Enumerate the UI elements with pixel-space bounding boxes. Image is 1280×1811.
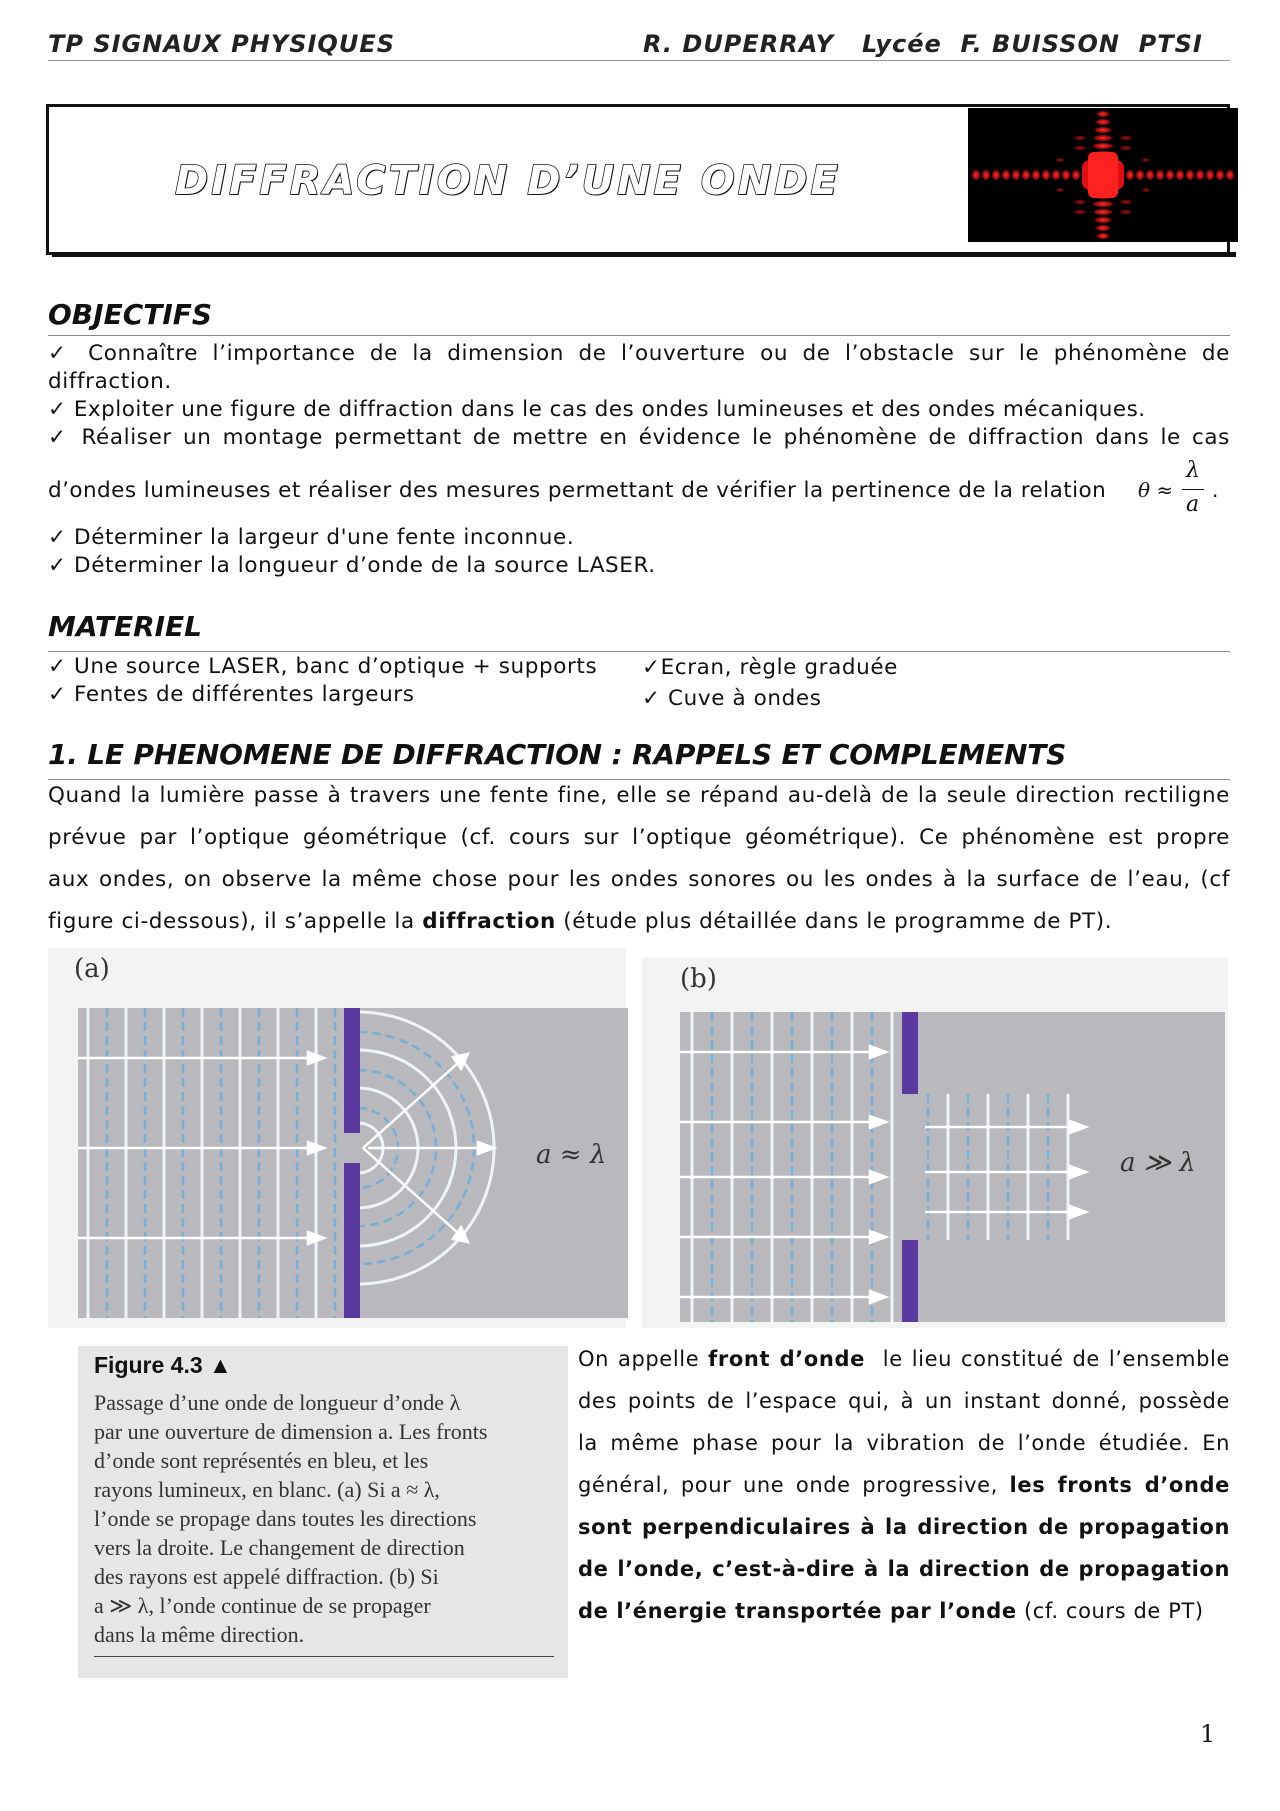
- front-line-6-bold: de l’onde, c’est-à-dire à la direction de propagation: [578, 1557, 1230, 1581]
- header-rule: [48, 60, 1230, 61]
- materiel-left-2: ✓ Fentes de différentes largeurs: [48, 682, 415, 707]
- figure-b-label: (b): [680, 964, 717, 994]
- formula-lhs: θ ≈: [1138, 478, 1174, 502]
- front-line-1-post: le lieu constitué de l’ensemble: [864, 1347, 1230, 1371]
- front-paragraph: [578, 1338, 1230, 1632]
- front-line-6: [578, 1548, 1230, 1590]
- formula-theta: [1138, 458, 1228, 528]
- caption-line-1: Passage d’une onde de longueur d’onde λ: [94, 1390, 461, 1415]
- objectifs-rule: [48, 335, 1230, 336]
- section1-line-2: prévue par l’optique géométrique (cf. cours sur l’optique géométrique). Ce phénomène est propre: [48, 825, 1230, 850]
- figure-a-label: (a): [74, 954, 110, 984]
- figure-a-relation: a ≈ λ: [536, 1140, 607, 1170]
- front-line-2: des points de l’espace qui, à un instant donné, possède: [578, 1389, 1230, 1413]
- caption-line-2: par une ouverture de dimension a. Les fronts: [94, 1419, 488, 1444]
- diffraction-term: diffraction: [422, 909, 556, 934]
- caption-line-3: d’onde sont représentés en bleu, et les: [94, 1448, 429, 1473]
- figure-a: [48, 948, 626, 1328]
- title-box-shadow: [52, 252, 1236, 257]
- front-term: front d’onde: [708, 1347, 865, 1371]
- caption-line-4: rayons lumineux, en blanc. (a) Si a ≈ λ,: [94, 1477, 440, 1502]
- front-line-3: la même phase pour la vibration de l’onde étudiée. En: [578, 1431, 1230, 1455]
- section1-line-4-pre: figure ci-dessous), il s’appelle la: [48, 909, 423, 934]
- caption-line-8: a ≫ λ, l’onde continue de se propager: [94, 1593, 431, 1618]
- front-line-4-pre: général, pour une onde progressive,: [578, 1473, 1010, 1497]
- section1-line-1: Quand la lumière passe à travers une fente fine, elle se répand au-delà de la seule direction rectiligne: [48, 783, 1230, 808]
- front-line-4: [578, 1464, 1230, 1506]
- front-line-4-bold: les fronts d’onde: [1009, 1473, 1230, 1497]
- caption-title: Figure 4.3 ▲: [94, 1352, 232, 1378]
- formula-period: .: [1212, 478, 1219, 502]
- formula-denominator: a: [1186, 492, 1200, 517]
- caption-rule: [94, 1656, 554, 1657]
- front-line-7-post: (cf. cours de PT): [1016, 1599, 1204, 1623]
- objectifs-heading: OBJECTIFS: [48, 298, 213, 331]
- front-line-7: [578, 1590, 1230, 1632]
- caption-line-9: dans la même direction.: [94, 1622, 305, 1647]
- figure-b: [642, 958, 1228, 1328]
- caption-line-6: vers la droite. Le changement de direction: [94, 1535, 465, 1560]
- section1-line-4-post: (étude plus détaillée dans le programme de PT).: [555, 909, 1113, 934]
- formula-numerator: λ: [1186, 458, 1200, 483]
- materiel-left-1: ✓ Une source LASER, banc d’optique + supports: [48, 654, 598, 679]
- section1-line-4: [48, 901, 1230, 943]
- figure-caption: [78, 1346, 568, 1678]
- front-line-5: [578, 1506, 1230, 1548]
- header-right: R. DUPERRAY Lycée F. BUISSON PTSI: [643, 30, 1203, 58]
- objectif-item-2: ✓ Exploiter une figure de diffraction dans le cas des ondes lumineuses et des ondes mécaniques.: [48, 397, 1146, 422]
- caption-line-5: l’onde se propage dans toutes les directions: [94, 1506, 477, 1531]
- materiel-heading: MATERIEL: [48, 610, 203, 643]
- objectif-item-4: ✓ Déterminer la largeur d'une fente inconnue.: [48, 525, 575, 550]
- caption-body: [94, 1388, 564, 1649]
- section1-line-3: aux ondes, on observe la même chose pour les ondes sonores ou les ondes à la surface de l’eau, (cf: [48, 867, 1230, 892]
- diffraction-pattern-image: [968, 108, 1238, 242]
- front-line-1-pre: On appelle: [578, 1347, 709, 1371]
- formula-fraction-bar: [1182, 489, 1204, 490]
- figure-b-relation: a ≫ λ: [1120, 1148, 1196, 1178]
- caption-line-7: des rayons est appelé diffraction. (b) Si: [94, 1564, 439, 1589]
- objectif-item-1-line1: ✓ Connaître l’importance de la dimension de l’ouverture ou de l’obstacle sur le phénomène de: [48, 341, 1230, 366]
- front-line-1: [578, 1338, 1230, 1380]
- objectif-item-3-line1: ✓ Réaliser un montage permettant de mettre en évidence le phénomène de diffraction dans le cas: [48, 425, 1230, 450]
- front-line-5-bold: sont perpendiculaires à la direction de propagation: [578, 1515, 1230, 1539]
- section1-paragraph: [48, 775, 1230, 943]
- materiel-right-1: ✓Ecran, règle graduée: [642, 655, 898, 680]
- header-left: TP SIGNAUX PHYSIQUES: [48, 30, 395, 58]
- page-number: 1: [1200, 1720, 1216, 1748]
- section1-heading: 1. LE PHENOMENE DE DIFFRACTION : RAPPELS ET COMPLEMENTS: [48, 738, 1067, 771]
- front-line-7-bold: de l’énergie transportée par l’onde: [578, 1599, 1017, 1623]
- objectif-item-1-line2: diffraction.: [48, 369, 172, 394]
- objectif-item-5: ✓ Déterminer la longueur d’onde de la source LASER.: [48, 553, 656, 578]
- page-title: DIFFRACTION D’UNE ONDE: [175, 158, 841, 204]
- materiel-right-2: ✓ Cuve à ondes: [642, 686, 822, 711]
- materiel-rule: [48, 651, 1230, 652]
- objectif-item-3-line2: d’ondes lumineuses et réaliser des mesures permettant de vérifier la pertinence de la relation: [48, 478, 1107, 503]
